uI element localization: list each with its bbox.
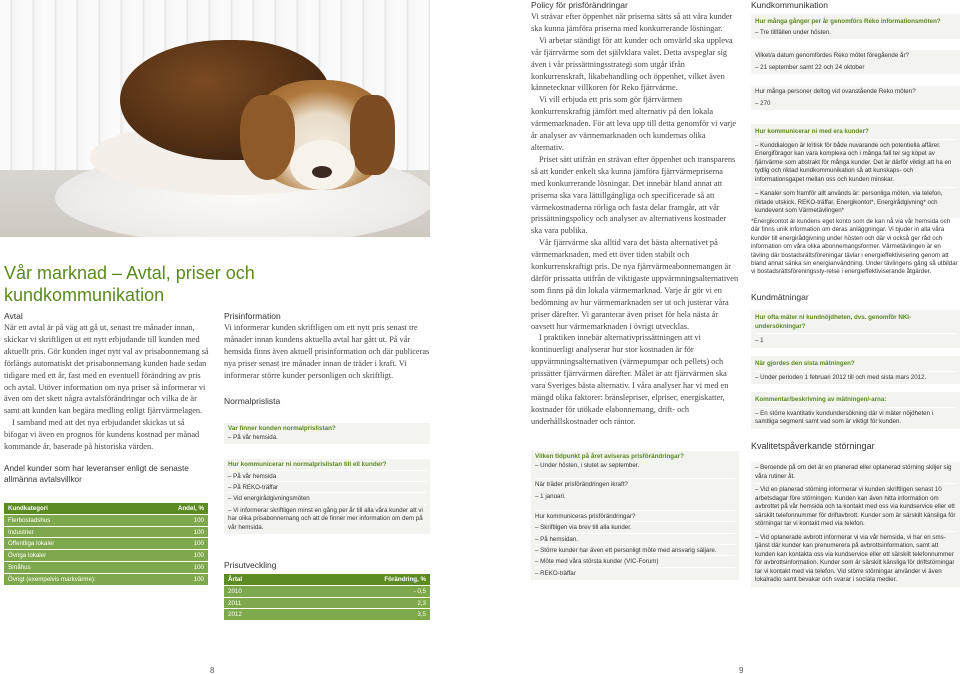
table-cell: 2011	[228, 599, 242, 607]
policy-paragraph-2: Vi arbetar ständigt för att kunder och omvärld ska uppleva vår fjärrvärme som det självklara valet. Detta avspeglar sig även i vår prissättningsstrategi som utgår ifrån konkurrenskraft, likabehandling och öppenhet, vilket även kännetecknar villkoren för Reko fjärrvärme.	[531, 35, 733, 93]
box-item: – Kanaler som framför allt används är: personliga möten, via telefon, riktade utskick, REKO-träffar, Energikontot*, Energirådgivning* och kundevent som Värmetävlingen*	[755, 187, 956, 216]
avtal-paragraph-2: I samband med att det nya erbjudandet skickas ut så bifogar vi även en prognos för kundens kostnad per månad kommande år, baserade på historiska värden.	[4, 418, 200, 452]
prisinfo-heading: Prisinformation	[224, 311, 281, 321]
col-header-share: Andel, %	[177, 505, 204, 512]
table-cell: Flerbostadshus	[8, 516, 51, 524]
table-cell: 100	[193, 540, 204, 548]
box-item: – Vid energirådgivningsmöten	[228, 492, 426, 503]
table-row	[4, 562, 208, 574]
box-item: – På hemsidan.	[535, 533, 735, 544]
customer-table-header	[4, 503, 208, 515]
policy-box	[531, 451, 739, 580]
box-question: Hur ofta mäter ni kundnöjdheten, dvs. genomför NKI-undersökningar?	[755, 314, 912, 330]
box-question: När träder prisförändringen ikraft?	[535, 478, 735, 489]
km-box-3	[751, 392, 960, 429]
policy-paragraph-1: Vi strävar efter öppenhet när priserna sätts så att våra kunder ska kunna jämföra priserna med konkurrerande lösningar.	[531, 12, 733, 33]
table-cell: Övriga lokaler	[8, 552, 47, 560]
normalprislista-box-2	[224, 459, 430, 534]
policy-paragraph-3: Vi vill erbjuda ett pris som gör fjärrvärmen konkurrenskraftig jämfört med alternativ på den lokala värmemarknaden. För att leva upp till detta genomför vi varje år analyser av värmemarknaden och kundernas olika alternativ.	[531, 95, 737, 152]
kk-box-2	[751, 50, 960, 74]
box-item: – Kunddialogen är kritisk för både nuvarande och potentiella affärer. Energiföragor kan vara komplexa och i många fall ter sig köpet av fjärrvärme som abstrakt för många kunder. Det är därför viktigt att ha en tydlig och riktad kundkommunikation så att kunskaps- och informationsgapet mellan oss och kunden minskar.	[755, 139, 956, 185]
policy-paragraph-4: Priset sätt utifrån en strävan efter öppenhet och transparens så att kunder enkelt ska kunna jämföra fjärrvärmepriserna med konkurrerande lösningar. Det innebär bland annat att priserna ska vara lättillgängliga och specificerade så att värmekostnaderna rörliga och fasta delar framgår, att vår prissättningspolicy och analyser av alternativens kostnader ska vara publika.	[531, 154, 736, 236]
kk-box-4	[751, 124, 960, 218]
box-item: – På REKO-träffar	[228, 481, 426, 492]
kundmatningar-heading: Kundmätningar	[751, 292, 809, 302]
table-cell: 100	[193, 575, 204, 583]
dog-ear-left	[240, 95, 295, 180]
ks-box	[751, 462, 960, 587]
box-item: – Vid en planerad störning informerar vi kunden skriftligen senast 10 arbetsdagar före störningen. Kunden kan även hitta information om avbrottet på vår hemsida och ta kontakt med oss via kundservice eller ett särskilt telefonnummer för driftavbrott. Kunder som är särskilt känsliga för störningar tar vi kontakt med via telefon.	[755, 483, 956, 531]
box-answer: – Tre tillfällen under hösten.	[755, 28, 832, 36]
avtal-heading: Avtal	[4, 311, 23, 321]
box-answer: – 270	[755, 99, 771, 107]
kk-footnote: *Energikontot är kundens eget konto som de kan nå via vår hemsida och där finns unik information om deras anläggningar. Vi bjuder in alla våra kunder till energirådgivning under hösten och där vi också ger råd och information om våra olika abonnemangsformer. Värmetävlingen är en tävling där bostadsrättsföreningar tävlar i energieffektivisering genom att bland annat sänka sin energianvändning. Under tävlingens gång så utbildar vi bostadsrättsföreningssty-relse i energieffektiviserande åtgärder.	[751, 218, 958, 276]
box-item: – Beroende på om det är en planerad eller oplanerad störning skiljer sig våra rutiner åt.	[755, 464, 952, 480]
customers-heading: Andel kunder som har leveranser enligt de senaste allmänna avtalsvillkor	[4, 463, 189, 484]
box-item: – Möte med våra största kunder (VIC-Forum)	[535, 555, 735, 566]
table-row	[4, 527, 208, 539]
table-row	[4, 515, 208, 527]
price-table	[224, 574, 430, 621]
table-cell: 2,3	[417, 599, 426, 607]
avtal-paragraph-1: När ett avtal är på väg att gå ut, senast tre månader innan, skickar vi skriftligen ut ett nytt erbjudande till kunden med aktuellt pris. Gör kunden inget nytt val av prisabonnemang så förlängs automatiskt det prisabonnemang kunden hade sedan tidigare med ett år, fast med en eventuell förändring av pris och avtal. Utöver information om nya priser så informerar vi även om det skett några avtalsförändringar och vilka de är samt att kunden kan begära medling enligt fjärrvärmelagen.	[4, 323, 209, 416]
table-cell: 2010	[228, 587, 242, 595]
table-cell: - 0,5	[413, 587, 426, 595]
prisutveckling-heading: Prisutveckling	[224, 560, 277, 570]
box-answer: – En större kvantitativ kundundersökning där vi mäter nöjdheten i samtliga segment samt vad som är viktigt för kunden.	[755, 407, 956, 427]
table-cell: 100	[193, 563, 204, 571]
page-number-left: 8	[210, 666, 215, 674]
policy-paragraph-5: Vår fjärrvärme ska alltid vara det bästa alternativet på värmemarknaden, med ett över tiden stabilt och konkurrenskraftigt pris. De nya fjärrvärmeabonnemangen är därför prissatta utifrån de viktigaste uppvärmningsalternativen som finns på din lokala värmemarknad. Varje år gör vi en bedömning av hur värmemarknaden ser ut och justerar våra priser därefter. Vi garanterar även priset för hela nästa år oavsett hur värmemarknaden i övrigt utvecklas.	[531, 238, 739, 331]
dog-muzzle	[290, 140, 355, 190]
table-cell: 2012	[228, 611, 242, 619]
box-item: – Vi informerar skriftligen minst en gång per år till alla våra kunder att vi har olika prisabonnemang och att de finner mer information om dem på vår hemsida.	[228, 504, 426, 532]
box-item: – Vid oplanerade avbrott informerar vi via vår hemsida, vi har en sms-tjänst där kunder kan prenumerera på avbrottsinformation, samt att kunden kan kontakta oss via kundservice eller ett särskilt telefonnummer för avbrottsinformation. Kunder som är särskilt känsliga för driftstörningar tar vi kontakt med via telefon. Vid större störningar använder vi även lokalradio samt bevakar och svarar i sociala medier.	[755, 531, 956, 585]
prisinfo-paragraph: Vi informerar kunden skriftligen om ett nytt pris senast tre månader innan kundens aktuella avtal har gått ut. På vår hemsida finns även aktuell prisinformation och där publiceras nya priser senast tre månader innan de träder i kraft. Vi informerar större kunder personligen och skriftligt.	[224, 323, 430, 380]
table-cell: 100	[193, 552, 204, 560]
box-question: Hur många gånger per år genomförs Reko informationsmöten?	[755, 18, 941, 25]
table-row	[4, 574, 208, 586]
box-question: Var finner kunden normalprislistan?	[228, 425, 336, 432]
box-answer: – 21 september samt 22 och 24 oktober	[755, 63, 865, 71]
box-question: Vilken tidpunkt på året aviseras prisförändringar?	[535, 453, 684, 460]
table-cell: 100	[193, 528, 204, 536]
beagle-photo	[0, 0, 430, 237]
kk-box-3	[751, 86, 960, 110]
table-cell: 3,5	[417, 611, 426, 619]
price-table-header	[224, 574, 430, 586]
box-question: Hur många personer deltog vid ovanstående Reko möten?	[755, 88, 916, 95]
box-question: Hur kommunicerar ni med era kunder?	[755, 128, 869, 135]
table-row	[4, 550, 208, 562]
box-question: Hur kommuniceras prisförändringar?	[535, 510, 735, 521]
policy-paragraph-6: I praktiken innebär alternativprissättningen att vi kontinuerligt analyserar hur stor kostnaden är för uppvärmningsalternativen (värmepumpar och pellets) och prissätter fjärrvärmen därefter. Målet är att fjärrvärmen ska vara Sveriges bästa alternativ. I våra analyser har vi med en mängd olika faktorer: bränslepriser, elpriser, energiskatter, kostnader för utökade elabonnemang, drift- och underhållskostnader och räntor.	[531, 333, 729, 426]
normalprislista-box-1	[224, 423, 430, 444]
table-row	[224, 598, 430, 610]
kvalitet-heading: Kvalitetspåverkande störningar	[751, 441, 875, 451]
normalprislista-heading: Normalprislista	[224, 395, 281, 406]
table-cell: Industrier	[8, 528, 34, 536]
box-item: – Större kunder har även ett personligt möte med ansvarig säljare.	[535, 544, 735, 555]
kk-box-1	[751, 14, 960, 39]
box-answer: – 1 januari.	[535, 493, 566, 501]
box-item: – På vår hemsida	[228, 470, 426, 481]
table-cell: Offentliga lokaler	[8, 540, 55, 548]
col-header-change: Förändring, %	[384, 576, 426, 583]
customer-table	[4, 503, 208, 586]
box-question: Kommentar/beskrivning av mätningen/-arna:	[755, 396, 887, 403]
table-cell: Småhus	[8, 563, 31, 571]
dog-ear-right	[350, 95, 395, 175]
km-box-1	[751, 310, 960, 348]
col-header-category: Kundkategori	[8, 505, 48, 512]
col-header-year: Årtal	[228, 576, 243, 583]
box-question: Hur kommunicerar ni normalprislistan till ell kunder?	[228, 461, 387, 468]
box-item: – Skriftligen via brev till alla kunder.	[535, 521, 735, 532]
box-answer: – Under perioden 1 februari 2012 till och med sista mars 2012.	[755, 371, 956, 383]
box-question: Vilket/a datum genomfördes Reko mötet föregående år?	[755, 52, 909, 59]
km-box-2	[751, 356, 960, 384]
table-row	[224, 586, 430, 598]
box-answer: – Under hösten, i slutet av september.	[535, 461, 640, 469]
box-question: När gjordes den sista mätningen?	[755, 360, 855, 367]
box-answer: – På vår hemsida.	[228, 433, 278, 441]
policy-heading: Policy för prisförändringar	[531, 0, 628, 10]
box-item: – REKO-träffar	[535, 567, 735, 578]
table-cell: Övrigt (exempelvis markvärme):	[8, 575, 96, 583]
table-row	[224, 609, 430, 621]
kundkommunikation-heading: Kundkommunikation	[751, 0, 829, 10]
table-row	[4, 538, 208, 550]
page-number-right: 9	[739, 666, 744, 674]
dog-nose	[312, 166, 332, 178]
box-answer: – 1	[755, 333, 956, 346]
page-title: Vår marknad – Avtal, priser och kundkommunikation	[4, 263, 255, 305]
table-cell: 100	[193, 516, 204, 524]
